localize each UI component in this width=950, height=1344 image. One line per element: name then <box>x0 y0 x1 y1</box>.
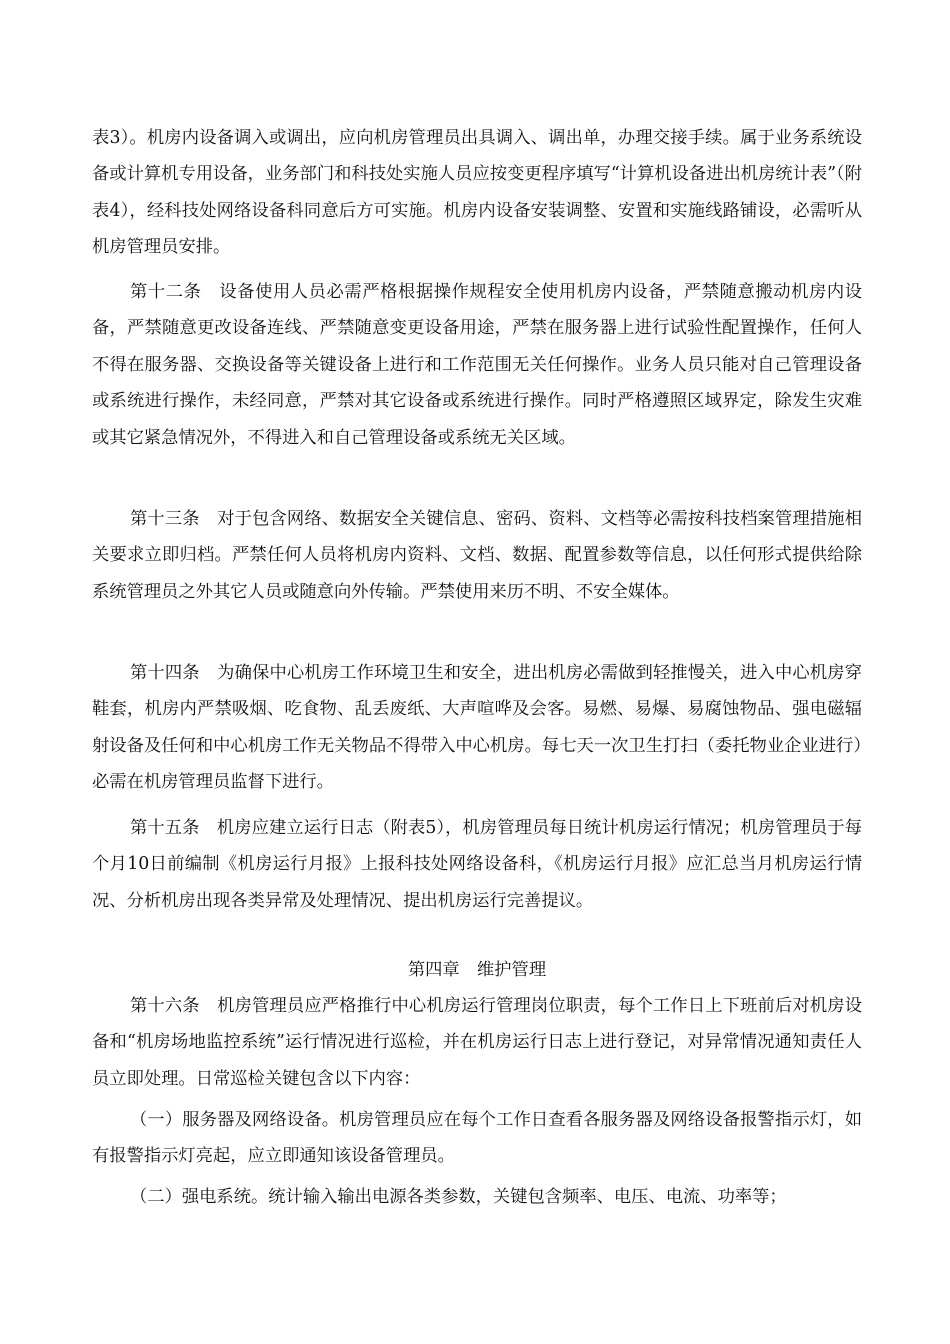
chapter-heading: 第四章 维护管理 <box>407 960 547 980</box>
article-16: 第十六条 机房管理员应严格推行中心机房运行管理岗位职责，每个工作日上下班前后对机房设备和“机房场地监控系统”运行情况进行巡检，并在机房运行日志上进行登记，对异常情况通知责任人员立即处理。日常巡检关键包含以下内容： <box>92 996 862 1089</box>
list-item-1: （一）服务器及网络设备。机房管理员应在每个工作日查看各服务器及网络设备报警指示灯，如有报警指示灯亮起，应立即通知该设备管理员。 <box>92 1110 862 1167</box>
paragraph-continuation: 表3）。机房内设备调入或调出，应向机房管理员出具调入、调出单，办理交接手续。属于业务系统设备或计算机专用设备，业务部门和科技处实施人员应按变更程序填写“计算机设备进出机房统计表”（附表4），经科技处网络设备科同意后方可实施。机房内设备安装调整、安置和实施线路铺设，必需听从机房管理员安排。 <box>92 128 862 258</box>
article-13: 第十三条 对于包含网络、数据安全关键信息、密码、资料、文档等必需按科技档案管理措施相关要求立即归档。严禁任何人员将机房内资料、文档、数据、配置参数等信息，以任何形式提供给除系统管理员之外其它人员或随意向外传输。严禁使用来历不明、不安全媒体。 <box>92 509 862 602</box>
list-item-2: （二）强电系统。统计输入输出电源各类参数，关键包含频率、电压、电流、功率等； <box>130 1187 787 1207</box>
article-12: 第十二条 设备使用人员必需严格根据操作规程安全使用机房内设备，严禁随意搬动机房内设备，严禁随意更改设备连线、严禁随意变更设备用途，严禁在服务器上进行试验性配置操作，任何人不得在服务器、交换设备等关键设备上进行和工作范围无关任何操作。业务人员只能对自己管理设备或系统进行操作，未经同意，严禁对其它设备或系统进行操作。同时严格遵照区域界定，除发生灾难或其它紧急情况外，不得进入和自己管理设备或系统无关区域。 <box>92 282 862 448</box>
article-15: 第十五条 机房应建立运行日志（附表5），机房管理员每日统计机房运行情况；机房管理员于每个月10日前编制《机房运行月报》上报科技处网络设备科，《机房运行月报》应汇总当月机房运行情况、分析机房出现各类异常及处理情况、提出机房运行完善提议。 <box>92 818 862 911</box>
article-14: 第十四条 为确保中心机房工作环境卫生和安全，进出机房必需做到轻推慢关，进入中心机房穿鞋套，机房内严禁吸烟、吃食物、乱丢废纸、大声喧哗及会客。易燃、易爆、易腐蚀物品、强电磁辐射设备及任何和中心机房工作无关物品不得带入中心机房。每七天一次卫生打扫（委托物业企业进行）必需在机房管理员监督下进行。 <box>92 663 862 793</box>
